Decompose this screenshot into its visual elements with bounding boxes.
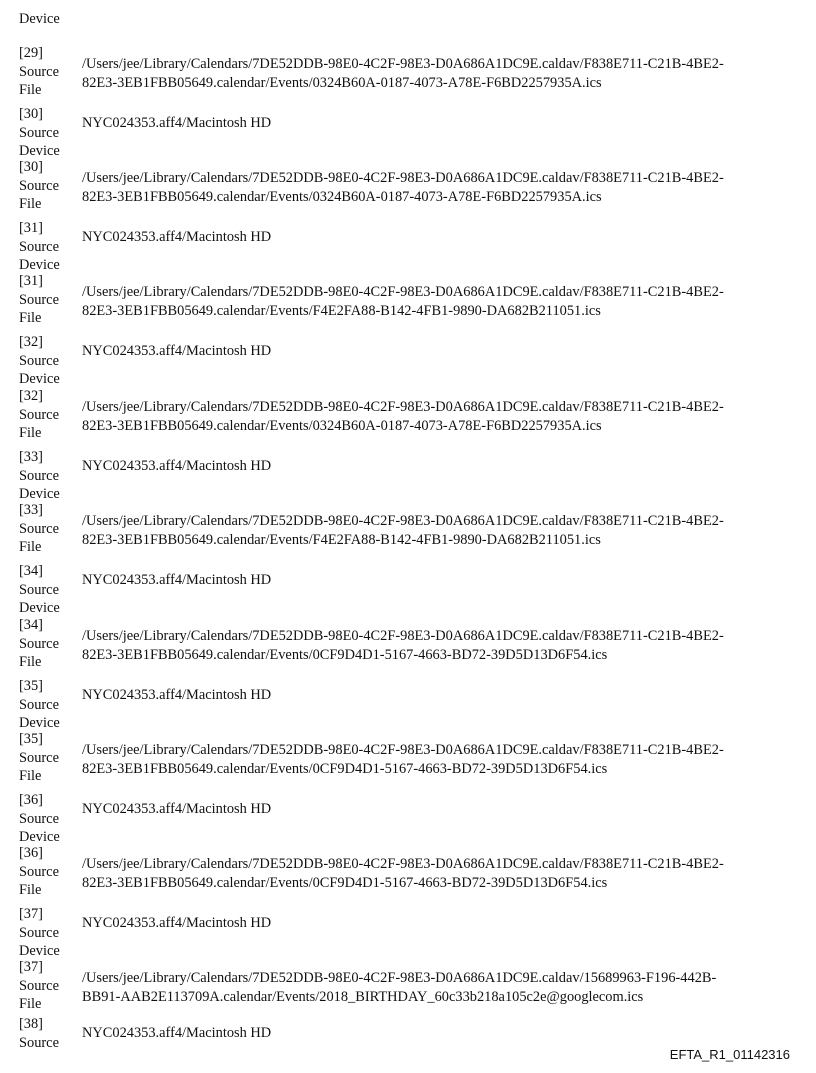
entry-value: NYC024353.aff4/Macintosh HD [82,458,272,474]
entry-label: [37] Source Device [19,906,60,960]
entry-label: [37] Source File [19,959,59,1013]
entry-value: /Users/jee/Library/Calendars/7DE52DDB-98E0-4C2F-98E3-D0A686A1DC9E.caldav/F838E711-C21B-4BE2- 82E3-3EB1FBB05649.calendar/Events/0324B60A-0187-4073-A78E-F6BD2257935A.ics [82,399,724,434]
entry-label: [31] Source File [19,273,59,327]
entry-label: [30] Source Device [19,106,60,160]
entry-value: NYC024353.aff4/Macintosh HD [82,115,272,131]
entry-value: NYC024353.aff4/Macintosh HD [82,915,272,931]
entry-label: [34] Source Device [19,563,60,617]
entry-value: /Users/jee/Library/Calendars/7DE52DDB-98E0-4C2F-98E3-D0A686A1DC9E.caldav/F838E711-C21B-4BE2- 82E3-3EB1FBB05649.calendar/Events/0324B60A-0187-4073-A78E-F6BD2257935A.ics [82,170,724,205]
entry-value: /Users/jee/Library/Calendars/7DE52DDB-98E0-4C2F-98E3-D0A686A1DC9E.caldav/F838E711-C21B-4BE2- 82E3-3EB1FBB05649.calendar/Events/0324B60A-0187-4073-A78E-F6BD2257935A.ics [82,56,724,91]
entry-value: /Users/jee/Library/Calendars/7DE52DDB-98E0-4C2F-98E3-D0A686A1DC9E.caldav/F838E711-C21B-4BE2- 82E3-3EB1FBB05649.calendar/Events/0CF9D4D1-5167-4663-BD72-39D5D13D6F54.ics [82,742,724,777]
entry-value: NYC024353.aff4/Macintosh HD [82,1025,272,1041]
entry-label: [38] Source [19,1016,59,1051]
entry-label: [33] Source Device [19,449,60,503]
entry-label: [35] Source Device [19,678,60,732]
entry-label: [32] Source File [19,388,59,442]
entry-label: [35] Source File [19,731,59,785]
entry-value: NYC024353.aff4/Macintosh HD [82,229,272,245]
entry-label: [30] Source File [19,159,59,213]
entry-label: Device [19,11,60,27]
entry-value: NYC024353.aff4/Macintosh HD [82,801,272,817]
entry-label: [36] Source File [19,845,59,899]
document-id-footer: EFTA_R1_01142316 [669,1047,790,1062]
entry-label: [34] Source File [19,617,59,671]
entry-value: /Users/jee/Library/Calendars/7DE52DDB-98E0-4C2F-98E3-D0A686A1DC9E.caldav/F838E711-C21B-4BE2- 82E3-3EB1FBB05649.calendar/Events/0CF9D4D1-5167-4663-BD72-39D5D13D6F54.ics [82,856,724,891]
entry-value: NYC024353.aff4/Macintosh HD [82,572,272,588]
entry-label: [29] Source File [19,45,59,99]
entry-value: NYC024353.aff4/Macintosh HD [82,687,272,703]
entry-value: /Users/jee/Library/Calendars/7DE52DDB-98E0-4C2F-98E3-D0A686A1DC9E.caldav/F838E711-C21B-4BE2- 82E3-3EB1FBB05649.calendar/Events/0CF9D4D1-5167-4663-BD72-39D5D13D6F54.ics [82,628,724,663]
entry-value: /Users/jee/Library/Calendars/7DE52DDB-98E0-4C2F-98E3-D0A686A1DC9E.caldav/15689963-F196-442B- BB91-AAB2E113709A.calendar/Events/2018_BIRTHDAY_60c33b218a105c2e@googlecom.ics [82,970,717,1005]
entry-value: /Users/jee/Library/Calendars/7DE52DDB-98E0-4C2F-98E3-D0A686A1DC9E.caldav/F838E711-C21B-4BE2- 82E3-3EB1FBB05649.calendar/Events/F4E2FA88-B142-4FB1-9890-DA682B211051.ics [82,284,724,319]
entry-value: /Users/jee/Library/Calendars/7DE52DDB-98E0-4C2F-98E3-D0A686A1DC9E.caldav/F838E711-C21B-4BE2- 82E3-3EB1FBB05649.calendar/Events/F4E2FA88-B142-4FB1-9890-DA682B211051.ics [82,513,724,548]
entry-value: NYC024353.aff4/Macintosh HD [82,343,272,359]
entry-label: [31] Source Device [19,220,60,274]
entry-label: [36] Source Device [19,792,60,846]
entry-label: [32] Source Device [19,334,60,388]
entry-label: [33] Source File [19,502,59,556]
